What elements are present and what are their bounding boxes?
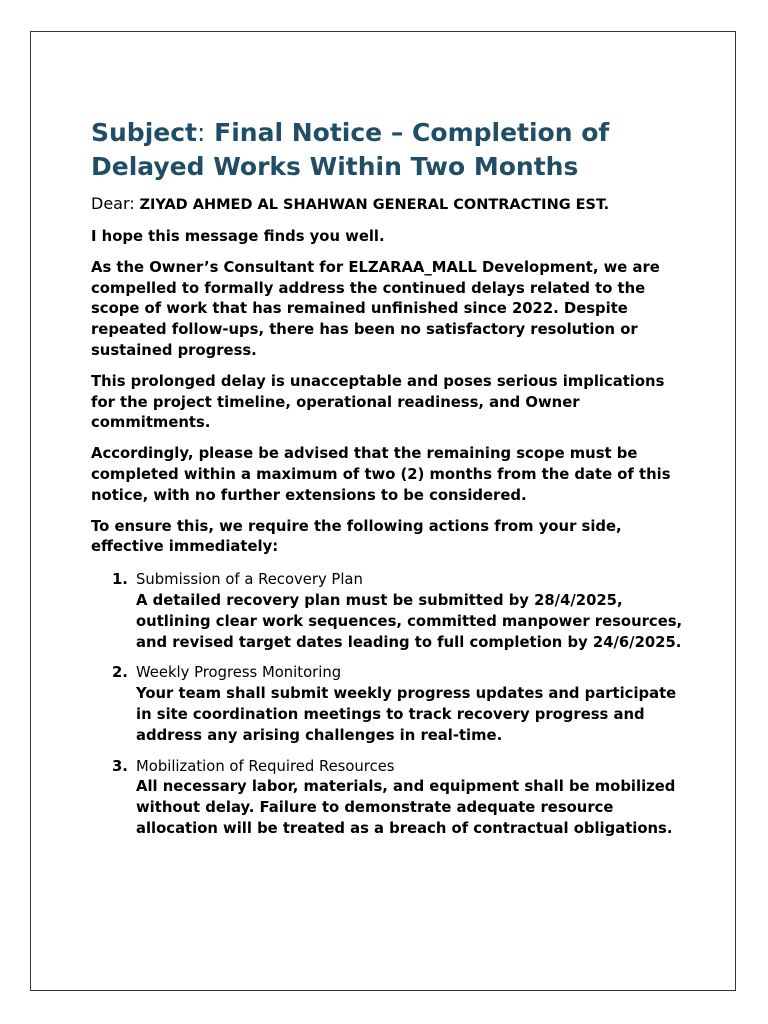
action-text: All necessary labor, materials, and equipment shall be mobilized without delay. Failure to demonstrate adequate resource allocation will be treated as a breach of contractual obligations. — [136, 778, 676, 837]
action-text: A detailed recovery plan must be submitted by 28/4/2025, outlining clear work sequences, committed manpower resources, and revised target dates leading to full completion by 24/6/2025. — [136, 591, 683, 651]
action-number: 1. — [112, 571, 128, 589]
paragraph-delay: This prolonged delay is unacceptable and poses serious implications for the project timeline, operational readiness, and Owner commitments. — [91, 372, 665, 432]
action-item — [112, 570, 691, 653]
action-text: Your team shall submit weekly progress updates and participate in site coordination meetings to track recovery progress and address any arising challenges in real-time. — [136, 685, 677, 744]
action-title: Submission of a Recovery Plan — [136, 571, 363, 589]
subject-label: Subject — [91, 118, 197, 147]
paragraph-actions-intro: To ensure this, we require the following actions from your side, effective immediately: — [91, 517, 622, 556]
action-item — [112, 757, 691, 840]
recipient-name: ZIYAD AHMED AL SHAHWAN GENERAL CONTRACTING EST. — [139, 197, 610, 213]
paragraph-deadline: Accordingly, please be advised that the remaining scope must be completed within a maximum of two (2) months from the date of this notice, with no further extensions to be considered. — [91, 445, 671, 504]
salutation-label: Dear: — [91, 194, 135, 213]
salutation — [91, 194, 691, 215]
action-title: Mobilization of Required Resources — [136, 757, 395, 775]
subject-heading — [91, 116, 691, 184]
action-title: Weekly Progress Monitoring — [136, 664, 342, 682]
paragraph-greeting: I hope this message finds you well. — [91, 228, 385, 245]
action-number: 3. — [112, 757, 128, 775]
subject-title: Final Notice – Completion of Delayed Works Within Two Months — [91, 118, 610, 181]
letter-body — [91, 116, 691, 850]
action-item — [112, 663, 691, 746]
paragraph-intro: As the Owner’s Consultant for ELZARAA_MALL Development, we are compelled to formally address the continued delays related to the scope of work that has remained unfinished since 2022. Despite repeated follow-ups, there has been no satisfactory resolution or sustained progress. — [91, 258, 660, 359]
action-list — [91, 570, 691, 840]
document-page — [30, 31, 736, 991]
action-number: 2. — [112, 664, 128, 682]
subject-colon: : — [197, 118, 206, 147]
